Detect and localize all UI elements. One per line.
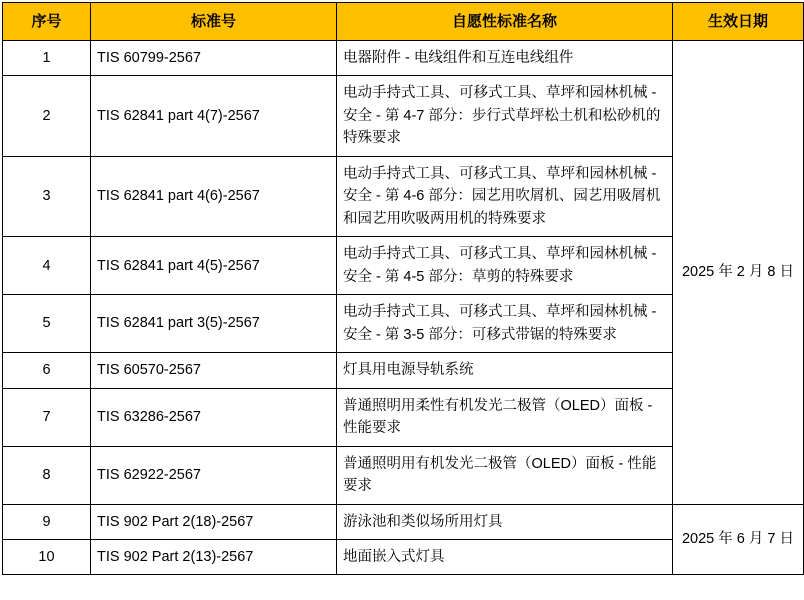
cell-name: 地面嵌入式灯具 — [337, 539, 673, 574]
cell-name: 普通照明用柔性有机发光二极管（OLED）面板 - 性能要求 — [337, 388, 673, 446]
cell-date-group-1: 2025 年 2 月 8 日 — [673, 41, 804, 505]
column-header-name: 自愿性标准名称 — [337, 3, 673, 41]
column-header-date: 生效日期 — [673, 3, 804, 41]
cell-name: 电动手持式工具、可移式工具、草坪和园林机械 - 安全 - 第 4-6 部分：园艺用吹屑机、园艺用吸屑机和园艺用吹吸两用机的特殊要求 — [337, 156, 673, 236]
cell-no: 10 — [3, 539, 91, 574]
cell-code: TIS 63286-2567 — [91, 388, 337, 446]
cell-code: TIS 62841 part 3(5)-2567 — [91, 295, 337, 353]
cell-no: 8 — [3, 446, 91, 504]
cell-code: TIS 62922-2567 — [91, 446, 337, 504]
cell-name: 电动手持式工具、可移式工具、草坪和园林机械 - 安全 - 第 4-7 部分：步行式草坪松土机和松砂机的特殊要求 — [337, 76, 673, 156]
table-row — [3, 41, 804, 76]
cell-code: TIS 60570-2567 — [91, 353, 337, 388]
cell-code: TIS 62841 part 4(5)-2567 — [91, 237, 337, 295]
cell-no: 9 — [3, 504, 91, 539]
column-header-code: 标准号 — [91, 3, 337, 41]
voluntary-standards-table — [2, 2, 804, 575]
column-header-no: 序号 — [3, 3, 91, 41]
cell-name: 电器附件 - 电线组件和互连电线组件 — [337, 41, 673, 76]
cell-date-group-2: 2025 年 6 月 7 日 — [673, 504, 804, 575]
cell-name: 灯具用电源导轨系统 — [337, 353, 673, 388]
table-row — [3, 504, 804, 539]
cell-no: 5 — [3, 295, 91, 353]
cell-code: TIS 62841 part 4(7)-2567 — [91, 76, 337, 156]
cell-no: 1 — [3, 41, 91, 76]
cell-no: 2 — [3, 76, 91, 156]
cell-no: 6 — [3, 353, 91, 388]
cell-no: 4 — [3, 237, 91, 295]
cell-no: 3 — [3, 156, 91, 236]
cell-code: TIS 60799-2567 — [91, 41, 337, 76]
cell-code: TIS 902 Part 2(18)-2567 — [91, 504, 337, 539]
cell-no: 7 — [3, 388, 91, 446]
table-header-row — [3, 3, 804, 41]
cell-name: 电动手持式工具、可移式工具、草坪和园林机械 - 安全 - 第 3-5 部分：可移式带锯的特殊要求 — [337, 295, 673, 353]
cell-code: TIS 62841 part 4(6)-2567 — [91, 156, 337, 236]
cell-name: 游泳池和类似场所用灯具 — [337, 504, 673, 539]
cell-name: 普通照明用有机发光二极管（OLED）面板 - 性能要求 — [337, 446, 673, 504]
cell-name: 电动手持式工具、可移式工具、草坪和园林机械 - 安全 - 第 4-5 部分：草剪的特殊要求 — [337, 237, 673, 295]
cell-code: TIS 902 Part 2(13)-2567 — [91, 539, 337, 574]
